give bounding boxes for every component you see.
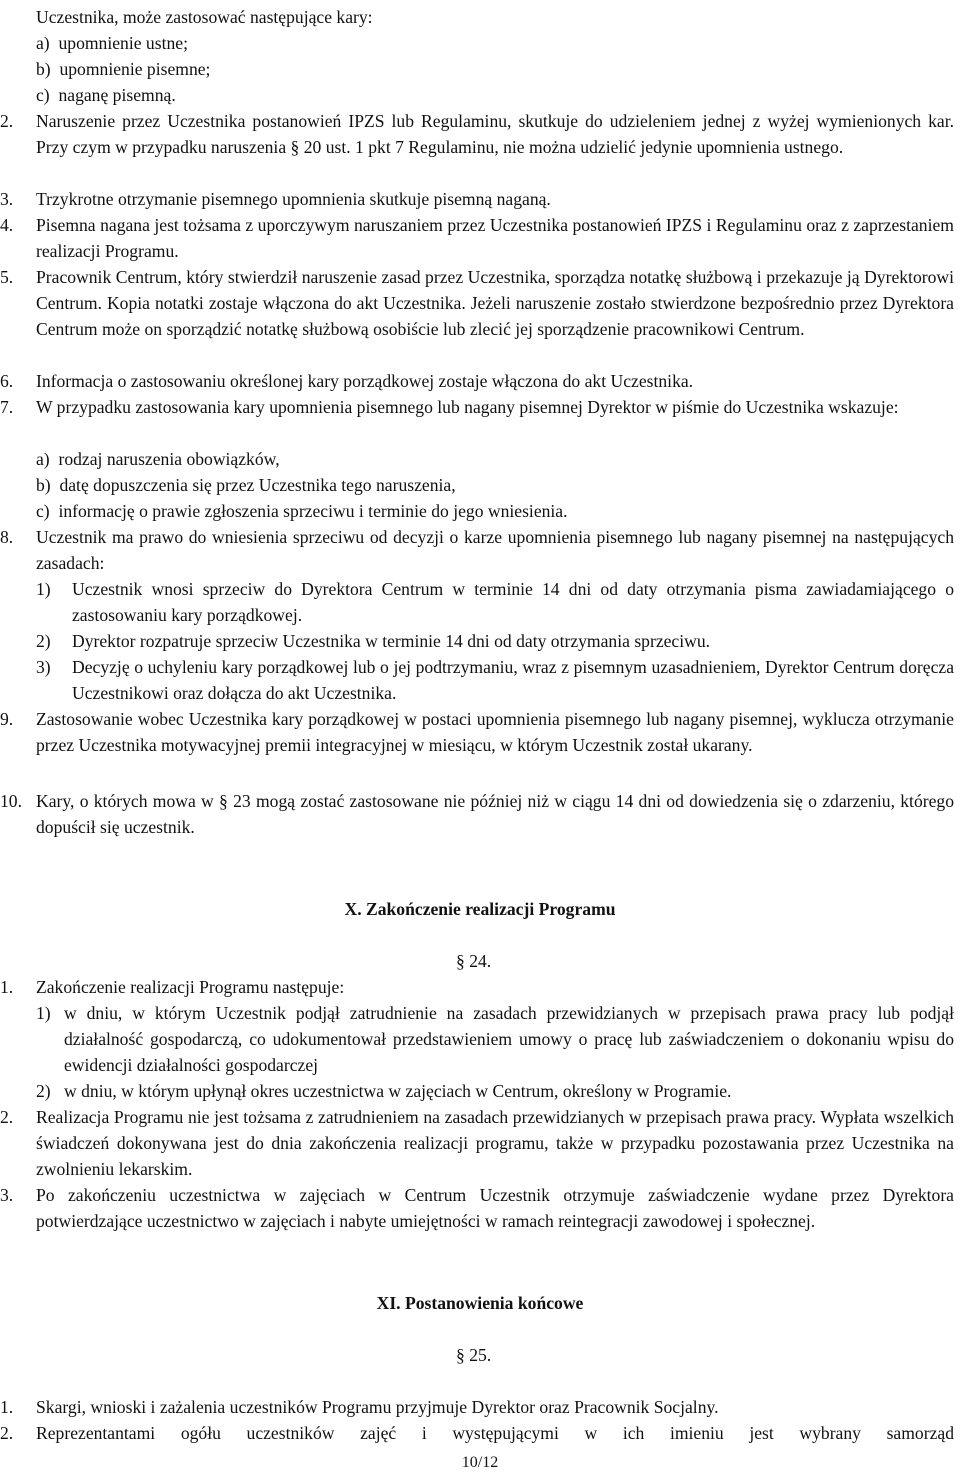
point-text: Po zakończeniu uczestnictwa w zajęciach w Centrum Uczestnik otrzymuje zaświadczenie wydane przez Dyrektora potwierdzające uczestnictwo w zajęciach i nabyte umiejętności w ramach reintegracji zawodowej i społecznej. [36,1185,954,1231]
list-item [36,30,960,56]
point-text: Informacja o zastosowaniu określonej kary porządkowej zostaje włączona do akt Uczestnika. [36,371,694,391]
list-label: 1) [36,579,51,599]
list-label: b) [36,59,51,79]
list-item [36,82,960,108]
list-text: datę dopuszczenia się przez Uczestnika tego naruszenia, [59,475,456,495]
list-item [36,446,960,472]
list-label: c) [36,85,50,105]
point-text: Skargi, wnioski i zażalenia uczestników Programu przyjmuje Dyrektor oraz Pracownik Socjalny. [36,1397,719,1417]
point-number: 2. [0,111,14,131]
section-heading: X. Zakończenie realizacji Programu [344,899,616,919]
list-item [36,472,960,498]
page-number: 10/12 [461,1454,499,1471]
paragraph-number: § 25. [456,1345,492,1365]
point-text: Trzykrotne otrzymanie pisemnego upomnienia skutkuje pisemną naganą. [36,189,551,209]
list-text: rodzaj naruszenia obowiązków, [58,449,280,469]
list-text: w dniu, w którym upłynął okres uczestnictwa w zajęciach w Centrum, określony w Programie. [64,1081,732,1101]
point-text: Zastosowanie wobec Uczestnika kary porządkowej w postaci upomnienia pisemnego lub nagany pisemnej, wyklucza otrzymanie przez Uczestnika motywacyjnej premii integracyjnej w miesiącu, w którym Uczestnik został ukarany. [36,709,954,755]
point-number: 2. [0,1423,14,1443]
point-text: Uczestnik ma prawo do wniesienia sprzeciwu od decyzji o karze upomnienia pisemnego lub nagany pisemnej na następujących zasadach: [36,527,954,573]
point-number: 5. [0,267,14,287]
numbered-point [0,1420,960,1446]
list-label: b) [36,475,51,495]
point-number: 3. [0,1185,14,1205]
section-heading: XI. Postanowienia końcowe [376,1293,584,1313]
point-number: 10. [0,791,22,811]
point-number: 8. [0,527,14,547]
point-number: 9. [0,709,14,729]
intro-line: Uczestnika, może zastosować następujące kary: [36,7,373,27]
list-item [36,56,960,82]
point-text: Zakończenie realizacji Programu następuje: [36,977,345,997]
point-number: 6. [0,371,14,391]
list-label: c) [36,501,50,521]
point-text: Kary, o których mowa w § 23 mogą zostać zastosowane nie później niż w ciągu 14 dni od dowiedzenia się o zdarzeniu, którego dopuścił się uczestnik. [36,791,954,837]
list-text: Uczestnik wnosi sprzeciw do Dyrektora Centrum w terminie 14 dni od daty otrzymania pisma zawiadamiającego o zastosowaniu kary porządkowej. [72,579,954,625]
point-text: Naruszenie przez Uczestnika postanowień IPZS lub Regulaminu, skutkuje do udzieleniem jednej z wyżej wymienionych kar. Przy czym w przypadku naruszenia § 20 ust. 1 pkt 7 Regulaminu, nie można udzielić jedynie upomnienia ustnego. [36,111,954,157]
point-number: 3. [0,189,14,209]
point-number: 7. [0,397,14,417]
list-text: Decyzję o uchyleniu kary porządkowej lub o jej podtrzymaniu, wraz z pisemnym uzasadnieniem, Dyrektor Centrum doręcza Uczestnikowi oraz dołącza do akt Uczestnika. [72,657,954,703]
list-label: 2) [36,1081,51,1101]
list-label: a) [36,449,50,469]
point-text: Pracownik Centrum, który stwierdził naruszenie zasad przez Uczestnika, sporządza notatkę służbową i przekazuje ją Dyrektorowi Centrum. Kopia notatki zostaje włączona do akt Uczestnika. Jeżeli naruszenie zostało stwierdzone bezpośrednio przez Dyrektora Centrum może on sporządzić notatkę służbową osobiście lub zlecić jej sporządzenie pracownikowi Centrum. [36,267,954,339]
list-label: 1) [36,1003,51,1023]
point-text: Realizacja Programu nie jest tożsama z zatrudnieniem na zasadach przewidzianych w przepisach prawa pracy. Wypłata wszelkich świadczeń dokonywana jest do dnia zakończenia realizacji programu, także w przypadku pozostawania przez Uczestnika na zwolnieniu lekarskim. [36,1107,954,1179]
list-label: a) [36,33,50,53]
list-text: upomnienie ustne; [58,33,188,53]
point-text: Pisemna nagana jest tożsama z uporczywym naruszaniem przez Uczestnika postanowień IPZS i Regulaminu oraz z zaprzestaniem realizacji Programu. [36,215,954,261]
point-number: 1. [0,977,14,997]
numbered-point [0,1394,960,1420]
list-label: 3) [36,657,51,677]
point-number: 2. [0,1107,14,1127]
point-text: Reprezentantami ogółu uczestników zajęć i występującymi w ich imieniu jest wybrany samorząd [36,1423,954,1443]
list-label: 2) [36,631,51,651]
list-text: informację o prawie zgłoszenia sprzeciwu i terminie do jego wniesienia. [58,501,568,521]
list-text: naganę pisemną. [58,85,176,105]
list-text: upomnienie pisemne; [59,59,211,79]
point-number: 4. [0,215,14,235]
paragraph-number: § 24. [456,951,492,971]
point-text: W przypadku zastosowania kary upomnienia pisemnego lub nagany pisemnej Dyrektor w piśmie do Uczestnika wskazuje: [36,397,899,417]
list-text: Dyrektor rozpatruje sprzeciw Uczestnika w terminie 14 dni od daty otrzymania sprzeciwu. [72,631,711,651]
list-text: w dniu, w którym Uczestnik podjął zatrudnienie na zasadach przewidzianych w przepisach prawa pracy lub podjął działalność gospodarczą, co udokumentował przedstawieniem umowy o pracę lub zaświadczeniem o dokonaniu wpisu do ewidencji działalności gospodarczej [64,1003,954,1075]
point-number: 1. [0,1397,14,1417]
list-item [36,498,960,524]
